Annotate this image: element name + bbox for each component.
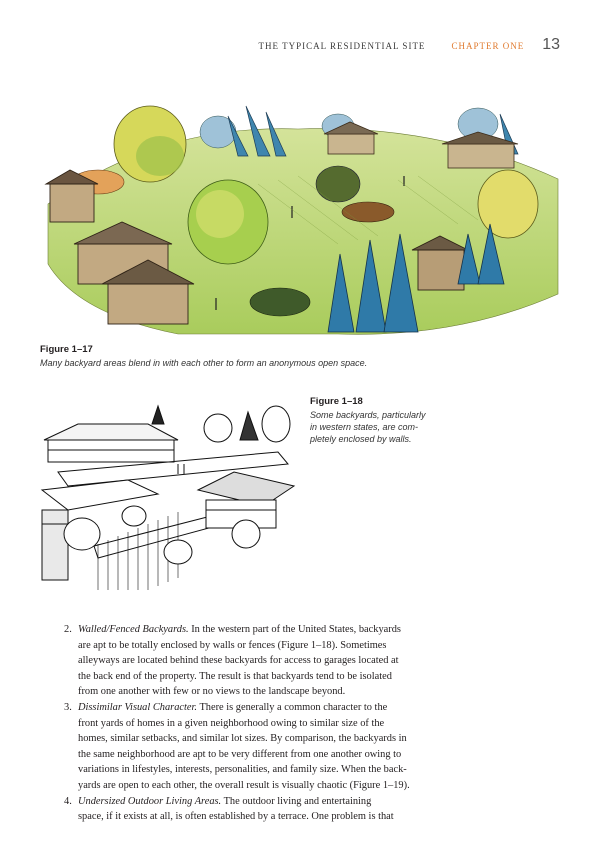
text-line xyxy=(78,700,456,716)
list-item-number: 2. xyxy=(64,624,72,635)
figure-caption-text: Many backyard areas blend in with each other to form an anonymous open space. xyxy=(40,358,368,368)
text-line: yards are open to each other, the overall result is visually chaotic (Figure 1–19). xyxy=(78,779,410,791)
page-number: 13 xyxy=(542,36,560,53)
text-line: the same neighborhood are apt to be very different from one another owing to xyxy=(78,748,402,760)
text-line: alleyways are located behind these backyards for access to garages located at xyxy=(78,655,399,667)
chapter-label: CHAPTER ONE xyxy=(451,41,525,51)
text-line: space, if it exists at all, is often established by a terrace. One problem is that xyxy=(78,811,394,823)
list-item xyxy=(64,622,456,700)
running-header xyxy=(40,36,560,58)
list-item xyxy=(64,794,456,825)
list-item-lead: Walled/Fenced Backyards. xyxy=(78,624,189,635)
text-line: front yards of homes in a given neighborhood owing to similar size of the xyxy=(78,717,385,729)
list-item-text: There is generally a common character to the xyxy=(197,701,388,713)
list-item-lead: Dissimilar Visual Character. xyxy=(78,701,198,713)
figure-1-17-caption xyxy=(40,344,440,369)
list-item-lead: Undersized Outdoor Living Areas. xyxy=(78,795,222,807)
text-line: variations in lifestyles, interests, personalities, and family size. When the back- xyxy=(78,764,407,776)
list-item-text: In the western part of the United States, backyards xyxy=(188,624,401,635)
numbered-list xyxy=(64,622,456,825)
list-item-text: The outdoor living and entertaining xyxy=(221,795,372,807)
figure-caption-line: pletely enclosed by walls. xyxy=(310,434,412,444)
text-line xyxy=(78,622,456,638)
list-item-number: 3. xyxy=(64,701,72,713)
figure-caption-line: Some backyards, particularly xyxy=(310,410,426,420)
text-line xyxy=(78,794,456,810)
figure-1-17-illustration xyxy=(38,84,566,338)
section-title: THE TYPICAL RESIDENTIAL SITE xyxy=(258,41,426,51)
figure-caption-line: in western states, are com- xyxy=(310,422,419,432)
list-item xyxy=(64,700,456,794)
figure-label: Figure 1–17 xyxy=(40,344,93,355)
figure-label: Figure 1–18 xyxy=(310,396,363,407)
figure-1-18-illustration xyxy=(38,394,300,596)
text-line: are apt to be totally enclosed by walls or fences (Figure 1–18). Sometimes xyxy=(78,639,387,651)
text-line: the back end of the property. The result is that backyards tend to be isolated xyxy=(78,670,392,682)
text-line: from one another with few or no views to the landscape beyond. xyxy=(78,686,346,698)
figure-1-18-caption xyxy=(310,396,438,445)
list-item-number: 4. xyxy=(64,795,72,807)
text-line: homes, similar setbacks, and similar lot sizes. By comparison, the backyards in xyxy=(78,733,407,745)
